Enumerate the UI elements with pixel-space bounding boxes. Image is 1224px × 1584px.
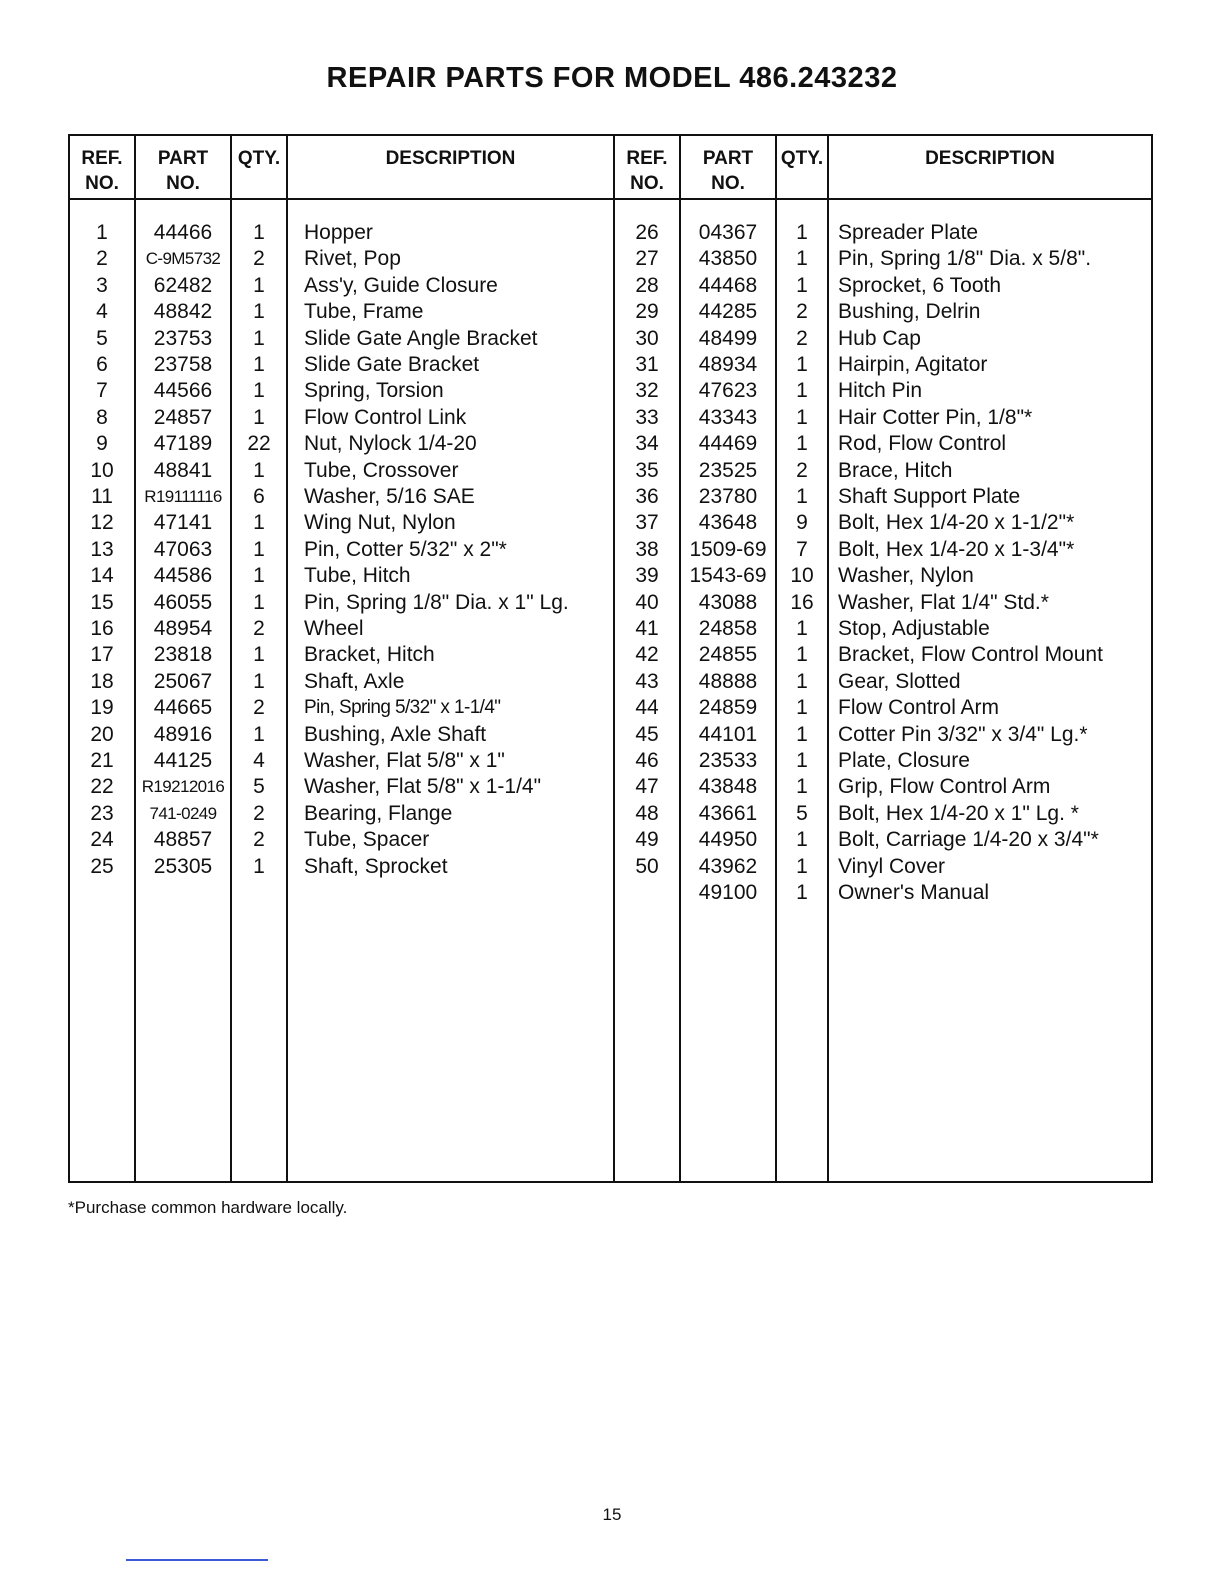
description-cell: Bracket, Hitch — [304, 643, 435, 667]
qty-cell: 1 — [253, 458, 265, 482]
header-divider — [70, 198, 1151, 200]
qty-cell: 2 — [253, 617, 265, 640]
part-cell: 25305 — [153, 854, 213, 878]
header-part-label: PART — [702, 148, 754, 169]
part-cell: 44566 — [153, 379, 213, 403]
part-cell: R19111116 — [144, 487, 222, 506]
ref-cell: 7 — [96, 379, 108, 403]
description-cell: Pin, Spring 5/32" x 1-1/4" — [304, 697, 501, 719]
ref-cell: 11 — [91, 485, 113, 508]
description-cell: Bushing, Axle Shaft — [304, 722, 487, 746]
part-cell: 24857 — [153, 405, 213, 429]
part-cell: 48934 — [698, 353, 758, 376]
header-description — [288, 146, 613, 171]
description-cell: Slide Gate Angle Bracket — [304, 326, 538, 350]
part-cell: 23758 — [153, 353, 213, 376]
table-row — [70, 590, 1151, 616]
qty-cell: 1 — [796, 775, 808, 799]
part-cell: 43850 — [698, 247, 758, 271]
description-cell: Shaft, Sprocket — [304, 854, 448, 878]
description-cell: Tube, Hitch — [304, 564, 411, 588]
header-qty — [777, 146, 827, 171]
table-row — [70, 880, 1151, 906]
table-row — [70, 537, 1151, 563]
table-row — [70, 748, 1151, 774]
ref-cell: 41 — [635, 617, 659, 640]
parts-table — [68, 134, 1153, 1183]
qty-cell: 2 — [253, 801, 265, 825]
ref-cell: 36 — [635, 485, 659, 508]
part-cell: 48888 — [698, 669, 758, 693]
description-cell: Sprocket, 6 Tooth — [838, 273, 1002, 297]
table-row — [70, 695, 1151, 721]
ref-cell: 16 — [90, 617, 114, 640]
part-cell: 44586 — [153, 564, 213, 588]
description-cell: Pin, Cotter 5/32" x 2"* — [304, 537, 507, 561]
ref-cell: 21 — [90, 749, 114, 772]
qty-cell: 1 — [253, 590, 265, 614]
table-row — [70, 669, 1151, 695]
ref-cell: 25 — [90, 854, 114, 878]
description-cell: Tube, Spacer — [304, 828, 430, 852]
ref-cell: 32 — [635, 379, 659, 403]
description-cell: Spreader Plate — [838, 221, 979, 244]
description-cell: Washer, Flat 1/4" Std.* — [838, 590, 1049, 614]
description-cell: Bearing, Flange — [304, 801, 453, 825]
description-cell: Grip, Flow Control Arm — [838, 775, 1051, 799]
qty-cell: 1 — [796, 854, 808, 878]
qty-cell: 1 — [253, 537, 265, 561]
description-cell: Washer, 5/16 SAE — [304, 485, 475, 508]
part-cell: 47063 — [153, 537, 213, 561]
qty-cell: 7 — [796, 537, 808, 561]
ref-cell: 42 — [635, 643, 659, 667]
description-cell: Washer, Flat 5/8" x 1" — [304, 749, 505, 772]
description-cell: Vinyl Cover — [838, 854, 945, 878]
table-row — [70, 563, 1151, 589]
qty-cell: 1 — [253, 564, 265, 588]
description-cell: Wheel — [304, 617, 364, 640]
ref-cell: 29 — [635, 300, 659, 324]
qty-cell: 1 — [796, 353, 808, 376]
description-cell: Bolt, Carriage 1/4-20 x 3/4"* — [838, 828, 1099, 852]
part-cell: 47189 — [153, 432, 213, 456]
table-row — [70, 616, 1151, 642]
qty-cell: 2 — [796, 458, 808, 482]
description-cell: Bracket, Flow Control Mount — [838, 643, 1103, 667]
part-cell: R19212016 — [141, 777, 225, 797]
qty-cell: 1 — [796, 221, 808, 244]
table-row — [70, 854, 1151, 880]
part-cell: 47141 — [153, 511, 213, 535]
description-cell: Pin, Spring 1/8" Dia. x 1" Lg. — [304, 590, 569, 614]
ref-cell: 27 — [635, 247, 659, 271]
qty-cell: 1 — [253, 379, 265, 403]
part-cell: 741-0249 — [149, 803, 217, 823]
qty-cell: 1 — [253, 326, 265, 350]
header-ref-sublabel: NO. — [630, 173, 664, 194]
qty-cell: 1 — [796, 881, 808, 904]
qty-cell: 1 — [796, 828, 808, 852]
header-ref-label: REF. — [81, 148, 123, 169]
qty-cell: 2 — [253, 247, 265, 271]
qty-cell: 1 — [796, 643, 808, 667]
ref-cell: 10 — [90, 458, 114, 482]
ref-cell: 22 — [90, 775, 114, 799]
description-cell: Shaft Support Plate — [838, 485, 1021, 508]
header-qty-label: QTY. — [237, 148, 281, 169]
header-part-no — [681, 146, 775, 196]
description-cell: Rivet, Pop — [304, 247, 401, 271]
qty-cell: 1 — [253, 669, 265, 693]
ref-cell: 13 — [90, 537, 114, 561]
qty-cell: 1 — [253, 221, 265, 244]
ref-cell: 40 — [635, 590, 659, 614]
part-cell: 1509-69 — [689, 537, 767, 561]
ref-cell: 48 — [635, 801, 659, 825]
ref-cell: 6 — [96, 353, 108, 376]
table-row — [70, 484, 1151, 510]
page-title: REPAIR PARTS FOR MODEL 486.243232 — [326, 62, 898, 94]
ref-cell: 33 — [635, 405, 659, 429]
description-cell: Stop, Adjustable — [838, 617, 990, 640]
ref-cell: 14 — [90, 564, 114, 588]
description-cell: Owner's Manual — [838, 881, 990, 904]
qty-cell: 2 — [796, 300, 808, 324]
description-cell: Cotter Pin 3/32" x 3/4" Lg.* — [838, 722, 1088, 746]
qty-cell: 1 — [796, 379, 808, 403]
part-cell: 25067 — [153, 669, 213, 693]
description-cell: Gear, Slotted — [838, 669, 961, 693]
header-part-label: PART — [157, 148, 209, 169]
part-cell: 04367 — [698, 221, 758, 244]
ref-cell: 26 — [635, 221, 659, 244]
ref-cell: 24 — [90, 828, 114, 852]
qty-cell: 1 — [253, 511, 265, 535]
page-number: 15 — [602, 1505, 622, 1524]
ref-cell: 4 — [96, 300, 108, 324]
part-cell: 43648 — [698, 511, 758, 535]
header-description-label: DESCRIPTION — [385, 148, 516, 169]
qty-cell: 2 — [253, 828, 265, 852]
table-row — [70, 801, 1151, 827]
description-cell: Wing Nut, Nylon — [304, 511, 456, 535]
part-cell: 1543-69 — [689, 564, 767, 588]
description-cell: Rod, Flow Control — [838, 432, 1007, 456]
table-row — [70, 722, 1151, 748]
ref-cell: 19 — [90, 696, 114, 720]
description-cell: Flow Control Link — [304, 405, 467, 429]
part-cell: 43661 — [698, 801, 758, 825]
part-cell: 44950 — [698, 828, 758, 852]
description-cell: Washer, Nylon — [838, 564, 974, 588]
part-cell: 23533 — [698, 749, 758, 772]
description-cell: Bolt, Hex 1/4-20 x 1-1/2"* — [838, 511, 1075, 535]
part-cell: 44665 — [153, 696, 213, 720]
part-cell: 48499 — [698, 326, 758, 350]
header-part-no — [136, 146, 230, 196]
ref-cell: 34 — [635, 432, 659, 456]
qty-cell: 1 — [796, 696, 808, 720]
part-cell: 44285 — [698, 300, 758, 324]
ref-cell: 1 — [96, 221, 108, 244]
qty-cell: 1 — [253, 722, 265, 746]
ref-cell: 37 — [635, 511, 659, 535]
part-cell: 23753 — [153, 326, 213, 350]
ref-cell: 35 — [635, 458, 659, 482]
description-cell: Ass'y, Guide Closure — [304, 273, 498, 297]
header-ref-no — [615, 146, 679, 196]
ref-cell: 39 — [635, 564, 659, 588]
table-row — [70, 220, 1151, 246]
qty-cell: 1 — [253, 643, 265, 667]
part-cell: 48842 — [153, 300, 213, 324]
ref-cell: 49 — [635, 828, 659, 852]
page-bottom-rule — [126, 1559, 268, 1561]
table-row — [70, 431, 1151, 457]
description-cell: Slide Gate Bracket — [304, 353, 480, 376]
ref-cell: 38 — [635, 537, 659, 561]
ref-cell: 31 — [635, 353, 659, 376]
table-row — [70, 273, 1151, 299]
description-cell: Shaft, Axle — [304, 669, 405, 693]
part-cell: 23818 — [153, 643, 213, 667]
header-ref-no — [70, 146, 134, 196]
ref-cell: 20 — [90, 722, 114, 746]
header-part-sublabel: NO. — [711, 173, 745, 194]
part-cell: 48857 — [153, 828, 213, 852]
description-cell: Bushing, Delrin — [838, 300, 981, 324]
header-qty-label: QTY. — [780, 148, 824, 169]
part-cell: 44466 — [153, 221, 213, 244]
part-cell: 24858 — [698, 617, 758, 640]
part-cell: 24855 — [698, 643, 758, 667]
qty-cell: 9 — [796, 511, 808, 535]
ref-cell: 18 — [90, 669, 114, 693]
ref-cell: 45 — [635, 722, 659, 746]
part-cell: 43343 — [698, 405, 758, 429]
part-cell: C-9M5732 — [145, 249, 221, 269]
part-cell: 24859 — [698, 696, 758, 720]
part-cell: 48916 — [153, 722, 213, 746]
qty-cell: 22 — [247, 432, 271, 456]
table-row — [70, 299, 1151, 325]
description-cell: Bolt, Hex 1/4-20 x 1-3/4"* — [838, 537, 1075, 561]
qty-cell: 1 — [253, 353, 265, 376]
part-cell: 62482 — [153, 273, 213, 297]
qty-cell: 1 — [796, 247, 808, 271]
qty-cell: 1 — [796, 273, 808, 297]
qty-cell: 2 — [796, 326, 808, 350]
table-row — [70, 246, 1151, 272]
part-cell: 48954 — [153, 617, 213, 640]
header-ref-label: REF. — [626, 148, 668, 169]
description-cell: Bolt, Hex 1/4-20 x 1" Lg. * — [838, 801, 1079, 825]
qty-cell: 1 — [796, 722, 808, 746]
part-cell: 44101 — [698, 722, 758, 746]
description-cell: Washer, Flat 5/8" x 1-1/4" — [304, 775, 542, 799]
table-row — [70, 326, 1151, 352]
qty-cell: 1 — [796, 405, 808, 429]
header-ref-sublabel: NO. — [85, 173, 119, 194]
description-cell: Nut, Nylock 1/4-20 — [304, 432, 477, 456]
description-cell: Hub Cap — [838, 326, 921, 350]
qty-cell: 2 — [253, 696, 265, 720]
part-cell: 48841 — [153, 458, 213, 482]
description-cell: Spring, Torsion — [304, 379, 444, 403]
header-part-sublabel: NO. — [166, 173, 200, 194]
ref-cell: 44 — [635, 696, 659, 720]
qty-cell: 6 — [253, 485, 265, 508]
description-cell: Hair Cotter Pin, 1/8"* — [838, 405, 1033, 429]
description-cell: Plate, Closure — [838, 749, 970, 772]
qty-cell: 1 — [253, 854, 265, 878]
table-row — [70, 405, 1151, 431]
footnote: *Purchase common hardware locally. — [68, 1198, 348, 1217]
qty-cell: 5 — [253, 775, 265, 799]
description-cell: Hopper — [304, 221, 373, 244]
description-cell: Hitch Pin — [838, 379, 923, 403]
table-row — [70, 510, 1151, 536]
description-cell: Tube, Crossover — [304, 458, 459, 482]
ref-cell: 2 — [96, 247, 108, 271]
part-cell: 23525 — [698, 458, 758, 482]
ref-cell: 23 — [90, 801, 114, 825]
ref-cell: 46 — [635, 749, 659, 772]
table-row — [70, 458, 1151, 484]
qty-cell: 1 — [253, 273, 265, 297]
part-cell: 44468 — [698, 273, 758, 297]
description-cell: Brace, Hitch — [838, 458, 953, 482]
table-row — [70, 352, 1151, 378]
ref-cell: 9 — [96, 432, 108, 456]
qty-cell: 1 — [796, 432, 808, 456]
qty-cell: 1 — [796, 669, 808, 693]
qty-cell: 1 — [796, 617, 808, 640]
ref-cell: 3 — [96, 273, 108, 297]
part-cell: 47623 — [698, 379, 758, 403]
qty-cell: 1 — [253, 300, 265, 324]
qty-cell: 1 — [796, 749, 808, 772]
ref-cell: 50 — [635, 854, 659, 878]
part-cell: 43088 — [698, 590, 758, 614]
part-cell: 44125 — [153, 749, 213, 772]
ref-cell: 30 — [635, 326, 659, 350]
ref-cell: 5 — [96, 326, 108, 350]
description-cell: Flow Control Arm — [838, 696, 1000, 720]
ref-cell: 17 — [90, 643, 114, 667]
ref-cell: 28 — [635, 273, 659, 297]
part-cell: 46055 — [153, 590, 213, 614]
ref-cell: 8 — [96, 405, 108, 429]
qty-cell: 4 — [253, 749, 265, 772]
description-cell: Tube, Frame — [304, 300, 424, 324]
table-row — [70, 378, 1151, 404]
description-cell: Hairpin, Agitator — [838, 353, 988, 376]
header-description — [829, 146, 1151, 171]
part-cell: 43962 — [698, 854, 758, 878]
qty-cell: 1 — [796, 485, 808, 508]
table-row — [70, 827, 1151, 853]
ref-cell: 15 — [90, 590, 114, 614]
part-cell: 43848 — [698, 775, 758, 799]
qty-cell: 16 — [790, 590, 814, 614]
part-cell: 49100 — [698, 881, 758, 904]
ref-cell: 43 — [635, 669, 659, 693]
table-row — [70, 642, 1151, 668]
header-qty — [232, 146, 286, 171]
part-cell: 44469 — [698, 432, 758, 456]
header-description-label: DESCRIPTION — [925, 148, 1055, 169]
table-row — [70, 774, 1151, 800]
description-cell: Pin, Spring 1/8" Dia. x 5/8". — [838, 247, 1092, 271]
qty-cell: 1 — [253, 405, 265, 429]
ref-cell: 12 — [90, 511, 114, 535]
ref-cell: 47 — [635, 775, 659, 799]
qty-cell: 10 — [790, 564, 814, 588]
qty-cell: 5 — [796, 801, 808, 825]
part-cell: 23780 — [698, 485, 758, 508]
